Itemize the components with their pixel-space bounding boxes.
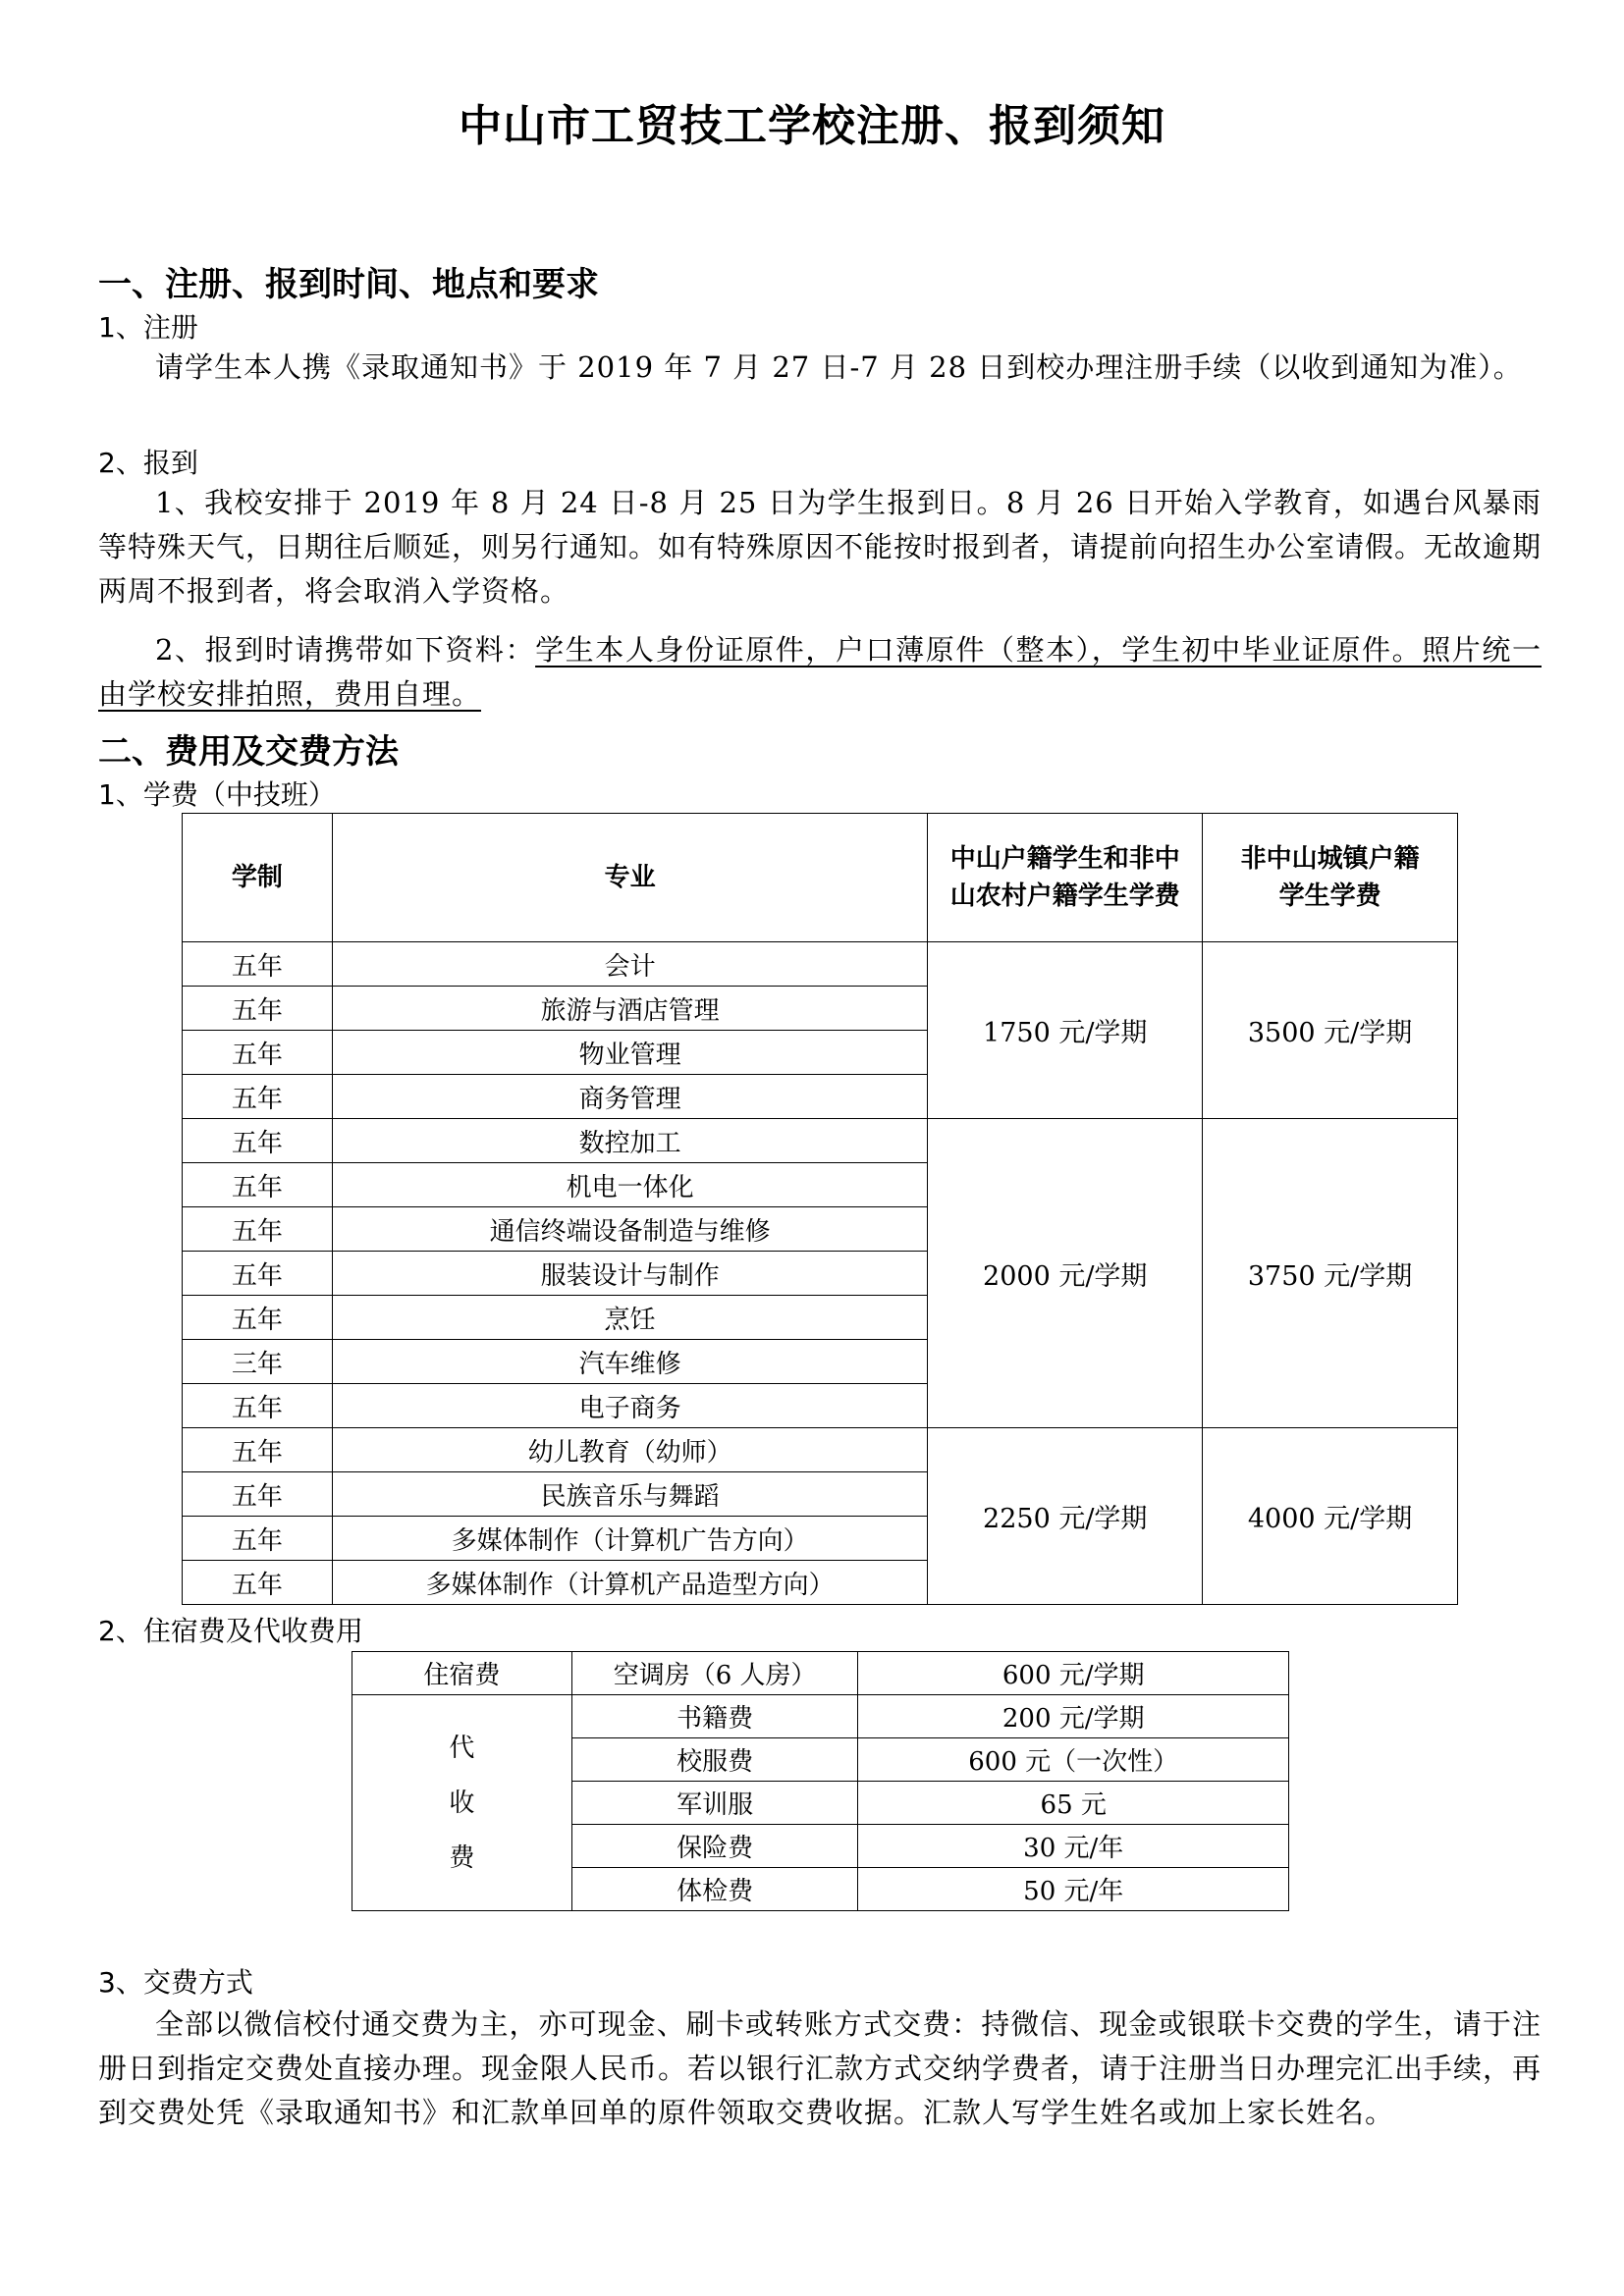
major-cell: 民族音乐与舞蹈 (332, 1472, 927, 1517)
table-row (352, 1695, 1289, 1738)
major-cell: 多媒体制作（计算机广告方向） (332, 1517, 927, 1561)
report-text-2-prefix: 2、报到时请携带如下资料： (155, 633, 536, 667)
nonlocal-fee-cell: 3500 元/学期 (1203, 942, 1458, 1119)
years-cell: 五年 (183, 1031, 333, 1075)
collect-item-cell: 保险费 (571, 1825, 858, 1868)
section1-heading: 一、注册、报到时间、地点和要求 (98, 265, 599, 304)
years-cell: 五年 (183, 1296, 333, 1340)
collect-fee-cell: 65 元 (858, 1782, 1289, 1825)
years-cell: 三年 (183, 1340, 333, 1384)
years-cell: 五年 (183, 1428, 333, 1472)
collect-item-cell: 体检费 (571, 1868, 858, 1911)
collect-fee-cell: 50 元/年 (858, 1868, 1289, 1911)
collect-fee-cell: 200 元/学期 (858, 1695, 1289, 1738)
register-heading: 1、注册 (98, 311, 198, 344)
collect-item-cell: 校服费 (571, 1738, 858, 1782)
report-text-2-underlined: 学生本人身份证原件，户口薄原件（整本），学生初中毕业证原件。照片统一由学校安排拍照，费用自理。 (98, 633, 1542, 711)
lodging-heading: 2、住宿费及代收费用 (98, 1615, 363, 1647)
collect-label-cell (352, 1695, 572, 1911)
local-fee-cell: 1750 元/学期 (928, 942, 1203, 1119)
years-cell: 五年 (183, 1207, 333, 1252)
table-row (183, 942, 1458, 987)
header-major: 专业 (332, 814, 927, 942)
major-cell: 多媒体制作（计算机产品造型方向） (332, 1561, 927, 1605)
report-text-2 (98, 628, 1542, 717)
major-cell: 服装设计与制作 (332, 1252, 927, 1296)
section2-heading: 二、费用及交费方法 (98, 732, 399, 772)
years-cell: 五年 (183, 987, 333, 1031)
table-row (183, 1119, 1458, 1163)
years-cell: 五年 (183, 1119, 333, 1163)
major-cell: 通信终端设备制造与维修 (332, 1207, 927, 1252)
header-years: 学制 (183, 814, 333, 942)
lodging-table (352, 1651, 1289, 1911)
major-cell: 电子商务 (332, 1384, 927, 1428)
years-cell: 五年 (183, 1252, 333, 1296)
major-cell: 会计 (332, 942, 927, 987)
table-row (183, 1428, 1458, 1472)
collect-fee-cell: 600 元（一次性） (858, 1738, 1289, 1782)
years-cell: 五年 (183, 1517, 333, 1561)
register-text: 请学生本人携《录取通知书》于 2019 年 7 月 27 日-7 月 28 日到校办理注册手续（以收到通知为准）。 (155, 350, 1523, 384)
major-cell: 汽车维修 (332, 1340, 927, 1384)
report-text-1: 1、我校安排于 2019 年 8 月 24 日-8 月 25 日为学生报到日。8 月 26 日开始入学教育，如遇台风暴雨等特殊天气，日期往后顺延，则另行通知。如有特殊原因不能按时报到者，请提前向招生办公室请假。无故逾期两周不报到者，将会取消入学资格。 (98, 486, 1543, 608)
collect-label-char: 代 (449, 1733, 475, 1763)
major-cell: 物业管理 (332, 1031, 927, 1075)
years-cell: 五年 (183, 1561, 333, 1605)
payment-text: 全部以微信校付通交费为主，亦可现金、刷卡或转账方式交费：持微信、现金或银联卡交费的学生，请于注册日到指定交费处直接办理。现金限人民币。若以银行汇款方式交纳学费者，请于注册当日办理完汇出手续，再到交费处凭《录取通知书》和汇款单回单的原件领取交费收据。汇款人写学生姓名或加上家长姓名。 (98, 2007, 1543, 2129)
years-cell: 五年 (183, 942, 333, 987)
major-cell: 幼儿教育（幼师） (332, 1428, 927, 1472)
years-cell: 五年 (183, 1163, 333, 1207)
dorm-label-cell: 住宿费 (352, 1652, 572, 1695)
collect-fee-cell: 30 元/年 (858, 1825, 1289, 1868)
major-cell: 数控加工 (332, 1119, 927, 1163)
header-local-fee: 中山户籍学生和非中山农村户籍学生学费 (928, 814, 1203, 942)
payment-heading: 3、交费方式 (98, 1966, 253, 1999)
major-cell: 机电一体化 (332, 1163, 927, 1207)
major-cell: 旅游与酒店管理 (332, 987, 927, 1031)
report-heading: 2、报到 (98, 447, 198, 479)
collect-label-char: 收 (449, 1788, 475, 1818)
collect-label-char: 费 (449, 1842, 475, 1873)
dorm-fee-cell: 600 元/学期 (858, 1652, 1289, 1695)
table-row (352, 1652, 1289, 1695)
header-nonlocal-fee: 非中山城镇户籍学生学费 (1203, 814, 1458, 942)
major-cell: 商务管理 (332, 1075, 927, 1119)
years-cell: 五年 (183, 1472, 333, 1517)
collect-item-cell: 书籍费 (571, 1695, 858, 1738)
major-cell: 烹饪 (332, 1296, 927, 1340)
tuition-table (182, 813, 1458, 1605)
local-fee-cell: 2250 元/学期 (928, 1428, 1203, 1605)
page-title: 中山市工贸技工学校注册、报到须知 (459, 101, 1165, 151)
nonlocal-fee-cell: 4000 元/学期 (1203, 1428, 1458, 1605)
nonlocal-fee-cell: 3750 元/学期 (1203, 1119, 1458, 1428)
years-cell: 五年 (183, 1075, 333, 1119)
tuition-heading: 1、学费（中技班） (98, 778, 336, 811)
local-fee-cell: 2000 元/学期 (928, 1119, 1203, 1428)
dorm-item-cell: 空调房（6 人房） (571, 1652, 858, 1695)
years-cell: 五年 (183, 1384, 333, 1428)
collect-item-cell: 军训服 (571, 1782, 858, 1825)
